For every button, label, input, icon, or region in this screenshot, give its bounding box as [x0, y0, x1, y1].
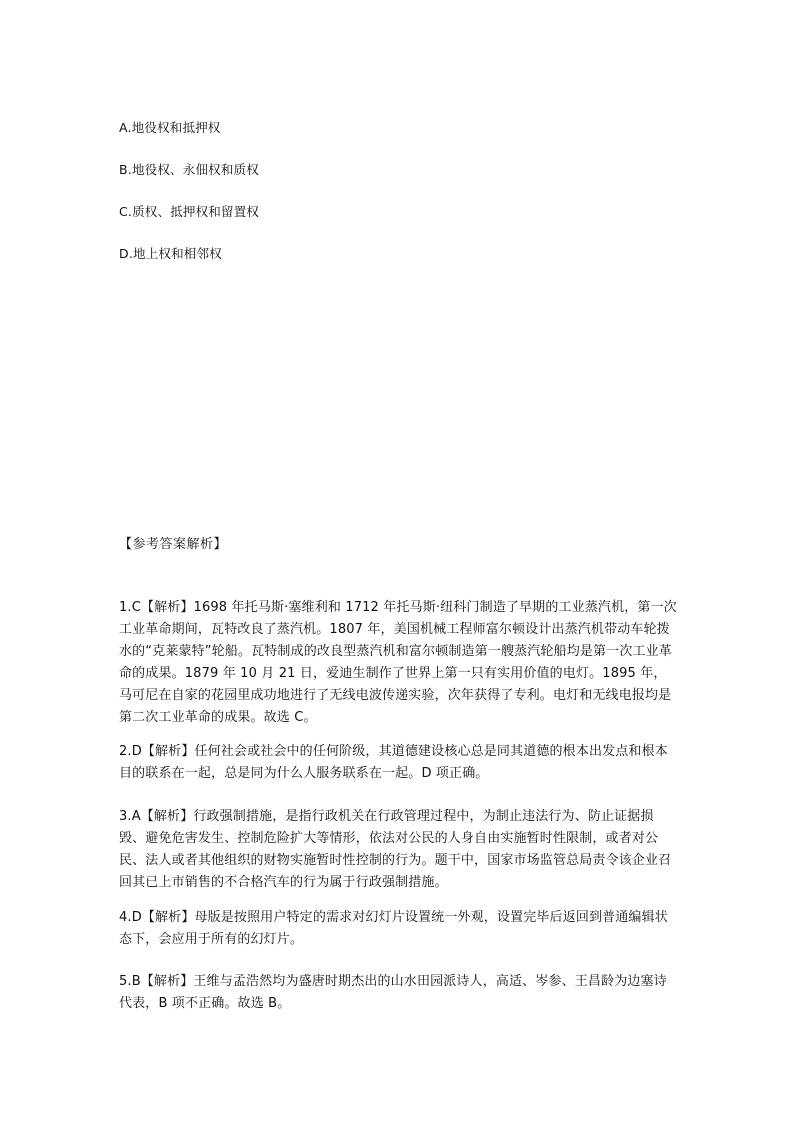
- analysis-tag: 【解析】: [141, 910, 195, 925]
- answer-number: 4.D: [119, 910, 142, 925]
- answer-item-1: [119, 597, 679, 729]
- answer-item-2: [119, 741, 679, 785]
- analysis-tag: 【解析】: [141, 744, 195, 759]
- analysis-tag: 【解析】: [140, 600, 194, 615]
- answer-item-4: [119, 907, 679, 951]
- answer-item-5: [119, 971, 679, 1015]
- answer-body: 母版是按照用户特定的需求对幻灯片设置统一外观，设置完毕后返回到普通编辑状态下，会应用于所有的幻灯片。: [119, 910, 668, 947]
- answer-body: 1698 年托马斯·塞维利和 1712 年托马斯·纽科门制造了早期的工业蒸汽机，第一次工业革命期间，瓦特改良了蒸汽机。1807 年，美国机械工程师富尔顿设计出蒸汽机带动车轮拨水的“克莱蒙特”轮船。瓦特制成的改良型蒸汽机和富尔顿制造第一艘蒸汽轮船均是第一次工业革命的成果。1879 年 10 月 21 日，爱迪生制作了世界上第一只有实用价值的电灯。1895 年，马可尼在自家的花园里成功地进行了无线电波传递实验，次年获得了专利。电灯和无线电报均是第二次工业革命的成果。故选 C。: [119, 600, 677, 725]
- answers-heading: 【参考答案解析】: [119, 537, 228, 552]
- answer-body: 行政强制措施，是指行政机关在行政管理过程中，为制止违法行为、防止证据损毁、避免危害发生、控制危险扩大等情形，依法对公民的人身自由实施暂时性限制，或者对公民、法人或者其他组织的财物实施暂时性控制的行为。题干中，国家市场监管总局责令该企业召回其已上市销售的不合格汽车的行为属于行政强制措施。: [119, 809, 672, 890]
- option-c: C.质权、抵押权和留置权: [119, 204, 260, 219]
- option-a: A.地役权和抵押权: [119, 120, 221, 135]
- analysis-tag: 【解析】: [140, 974, 194, 989]
- answer-number: 2.D: [119, 744, 142, 759]
- answer-number: 5.B: [119, 974, 141, 989]
- answer-number: 3.A: [119, 809, 141, 824]
- analysis-tag: 【解析】: [140, 809, 194, 824]
- option-b: B.地役权、永佃权和质权: [119, 162, 259, 177]
- answer-number: 1.C: [119, 600, 141, 615]
- option-d: D.地上权和相邻权: [119, 246, 222, 261]
- answer-item-3: [119, 806, 679, 894]
- answer-body: 王维与孟浩然均为盛唐时期杰出的山水田园派诗人，高适、岑参、王昌龄为边塞诗代表，B 项不正确。故选 B。: [119, 974, 667, 1011]
- answer-body: 任何社会或社会中的任何阶级，其道德建设核心总是同其道德的根本出发点和根本目的联系在一起，总是同为什么人服务联系在一起。D 项正确。: [119, 744, 668, 781]
